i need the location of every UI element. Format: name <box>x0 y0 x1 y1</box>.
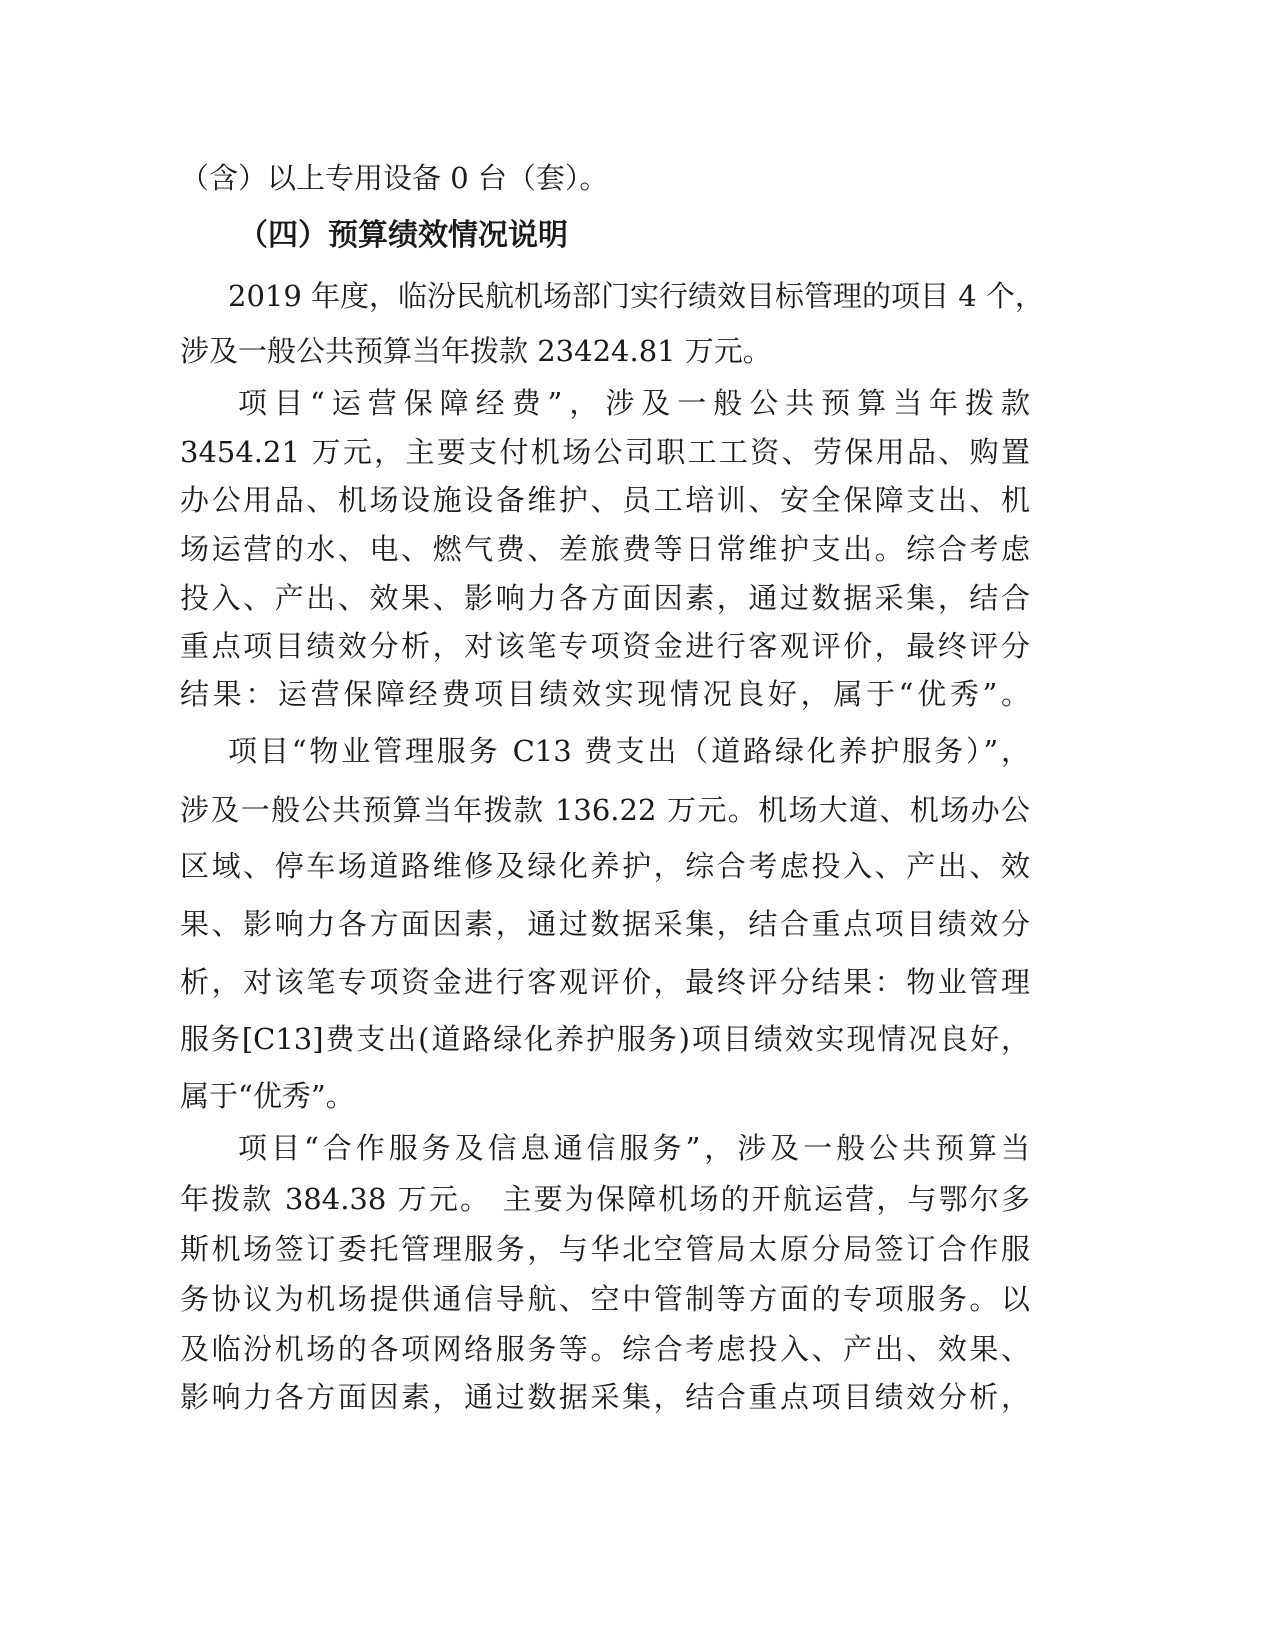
body-text-line: 重点项目绩效分析，对该笔专项资金进行客观评价，最终评分 <box>180 629 1030 663</box>
body-text-line: 2019 年度，临汾民航机场部门实行绩效目标管理的项目 4 个， <box>228 279 1044 313</box>
section-heading: （四）预算绩效情况说明 <box>238 218 568 253</box>
body-text-line: 涉及一般公共预算当年拨款 23424.81 万元。 <box>180 334 772 368</box>
body-text-line: 务协议为机场提供通信导航、空中管制等方面的专项服务。以 <box>180 1282 1030 1316</box>
body-text-line: 果、影响力各方面因素，通过数据采集，结合重点项目绩效分 <box>180 907 1030 941</box>
body-text-line: 析，对该笔专项资金进行客观评价，最终评分结果：物业管理 <box>180 965 1030 999</box>
body-text-line: 投入、产出、效果、影响力各方面因素，通过数据采集，结合 <box>180 581 1030 615</box>
body-text-line: 属于“优秀”。 <box>180 1079 355 1113</box>
body-text-line: 项目“运营保障经费”，涉及一般公共预算当年拨款 <box>238 386 1030 420</box>
body-text-line: （含）以上专用设备 0 台（套）。 <box>180 161 609 195</box>
body-text-line: 区域、停车场道路维修及绿化养护，综合考虑投入、产出、效 <box>180 849 1030 883</box>
body-text-line: 结果：运营保障经费项目绩效实现情况良好，属于“优秀”。 <box>180 677 1030 711</box>
body-text-line: 斯机场签订委托管理服务，与华北空管局太原分局签订合作服 <box>180 1232 1030 1266</box>
body-text-line: 项目“合作服务及信息通信服务”，涉及一般公共预算当 <box>238 1131 1030 1165</box>
body-text-line: 及临汾机场的各项网络服务等。综合考虑投入、产出、效果、 <box>180 1332 1030 1366</box>
body-text-line: 服务[C13]费支出(道路绿化养护服务)项目绩效实现情况良好， <box>180 1022 1030 1056</box>
body-text-line: 场运营的水、电、燃气费、差旅费等日常维护支出。综合考虑 <box>180 532 1030 566</box>
body-text-line: 年拨款 384.38 万元。 主要为保障机场的开航运营，与鄂尔多 <box>180 1182 1030 1216</box>
body-text-line: 项目“物业管理服务 C13 费支出（道路绿化养护服务）”， <box>228 734 1030 768</box>
body-text-line: 影响力各方面因素，通过数据采集，结合重点项目绩效分析， <box>180 1380 1030 1414</box>
body-text-line: 3454.21 万元，主要支付机场公司职工工资、劳保用品、购置 <box>180 435 1030 469</box>
body-text-line: 涉及一般公共预算当年拨款 136.22 万元。机场大道、机场办公 <box>180 793 1030 827</box>
body-text-line: 办公用品、机场设施设备维护、员工培训、安全保障支出、机 <box>180 483 1030 517</box>
